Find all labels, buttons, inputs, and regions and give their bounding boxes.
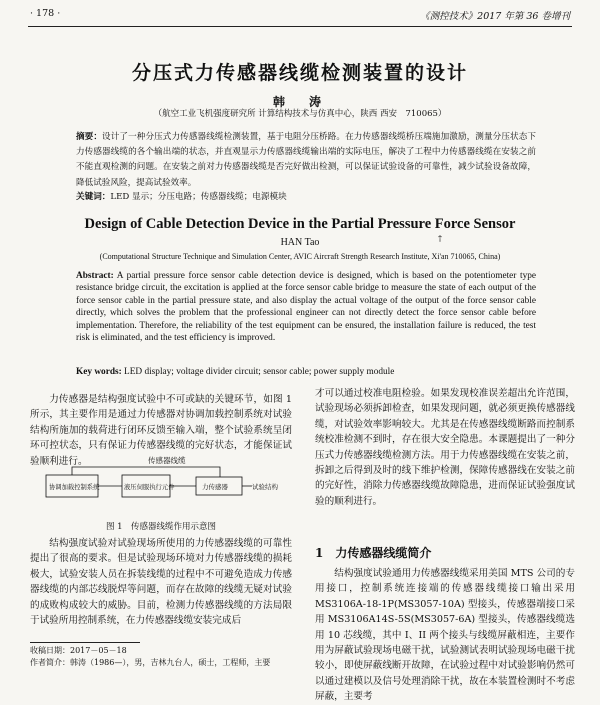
footnote-rule bbox=[30, 642, 140, 643]
abstract-label-cn: 摘要： bbox=[76, 132, 103, 142]
abstract-label-en: Abstract: bbox=[76, 271, 114, 281]
dagger-mark: † bbox=[438, 234, 442, 243]
feedback-line bbox=[72, 467, 220, 477]
author-cn: 韩 涛 bbox=[272, 95, 327, 109]
keywords-text-en: LED display; voltage divider circuit; sensor cable; power supply module bbox=[124, 367, 395, 377]
box-force-sensor-label: 力传感器 bbox=[202, 483, 228, 491]
abstract-text-cn: 设计了一种分压式力传感器线缆检测装置，基于电阻分压桥路。在力传感器线缆桥压端施加激励，测量分压状态下力传感器线缆的各个输出端的状态，并直观显示力传感器线缆输出端的实际电压，解决了工程中力传感器线缆在安装之前不能直观检测的问题。在安装之前对力传感器线缆是否完好做出检测，可以保证试验设备的可靠性，减少试验设备故障，降低试验风险，提高试验效率。 bbox=[76, 132, 536, 188]
affiliation-cn: （航空工业飞机强度研究所 计算结构技术与仿真中心，陕西 西安 710065） bbox=[153, 109, 447, 119]
abstract-cn bbox=[76, 130, 536, 191]
section-number: 1 bbox=[315, 546, 324, 560]
paper-title-cn: 分压式力传感器线缆检测装置的设计 bbox=[131, 62, 468, 84]
abstract-text-en: A partial pressure force sensor cable detection device is designed, which is based on the potentiometer type resistance bridge circuit, the excitation is applied at the force sensor cable bridge to measure the state of each output of the force sensor cable in the partial pressure state, and also display the actual voltage of the output of the force sensor cable directly, which solves the problem that the professional engineer can not directly detect the force sensor cable before implementation. Therefore, the reliability of the test equipment can be ensured, the installation failure is reduced, the test risk is eliminated, and the test efficiency is improved. bbox=[76, 271, 537, 344]
header-rule bbox=[28, 26, 572, 27]
figure-label-cable: 传感器线缆 bbox=[148, 456, 186, 465]
figure-1-caption: 图 1 传感器线缆作用示意图 bbox=[105, 522, 217, 532]
box-control-system-label: 协调加载控制系统 bbox=[49, 484, 100, 491]
body-paragraph-4: 结构强度试验通用力传感器线缆采用美国 MTS 公司的专用接口，控制系统连接端的传感器线缆接口输出采用 MS3106A-18-1P(MS3057-10A) 型接头，传感器端接口采用 MS3106A14S-5S(MS3057-6A) 型接头，传感器线缆选用 10 芯线缆，其中 I、II 两个接头与线缆屏蔽相连，主要作用为屏蔽试验现场电磁干扰，试验测试表明试验现场电磁干扰较小，即使屏蔽线断开故障，在试验过程中对试验影响仍然可以通过建模以及信号处理消除干扰，故在本装置检测时不考虑屏蔽，主要考 bbox=[315, 568, 575, 703]
keywords-text-cn: LED 显示；分压电路；传感器线缆；电源模块 bbox=[110, 192, 287, 202]
body-paragraph-3: 才可以通过校准电阻检验。如果发现校准误差超出允许范围，试验现场必须拆卸检查，如果发现问题，就必须更换传感器线缆，对试验效率影响较大。尤其是在传感器线缆断路而控制系统校准检测不到时，存在很大安全隐患。本课题提出了一种分压式力传感器线缆检测方法。用于力传感器线缆在安装之前，拆卸之后得到及时的线下维护检测，保障传感器线在安装之前的完好性，消除力传感器线缆故障隐患，进而保证试验强度试验的顺利进行。 bbox=[315, 388, 575, 507]
affiliation-en: (Computational Structure Technique and Simulation Center, AVIC Aircraft Strength Research Institute, Xi'an 710065, China) bbox=[99, 252, 501, 261]
keywords-label-en: Key words: bbox=[76, 367, 122, 377]
section-heading-1 bbox=[315, 544, 431, 561]
footnote-received: 收稿日期：2017－05－18 bbox=[30, 646, 127, 655]
paper-title-en: Design of Cable Detection Device in the Partial Pressure Force Sensor bbox=[84, 216, 516, 232]
box-test-structure-label: 试验结构 bbox=[252, 483, 278, 491]
abstract-en bbox=[76, 270, 536, 344]
section-title: 力传感器线缆简介 bbox=[335, 546, 432, 560]
keywords-cn bbox=[76, 190, 536, 202]
journal-name: 《测控技术》2017 年第 36 卷增刊 bbox=[420, 11, 570, 22]
box-hydraulic-label: 液压伺服执行元件 bbox=[124, 484, 175, 491]
keywords-en bbox=[76, 367, 536, 377]
keywords-label-cn: 关键词： bbox=[76, 192, 111, 202]
body-paragraph-2: 结构强度试验对试验现场所使用的力传感器线缆的可靠性提出了很高的要求。但是试验现场环境对力传感器线缆的损耗极大，试验安装人员在拆装线缆的过程中不可避免造成力传感器线缆的内部芯线脱焊等问题，而存在故障的线缆无疑对试验的成败构成较大的威胁。目前，检测力传感器线缆的方法局限于试验所用控制系统，在力传感器线缆安装完成后 bbox=[30, 538, 292, 627]
body-paragraph-1: 力传感器是结构强度试验中不可或缺的关键环节，如图 1 所示，其主要作用是通过力传感器对协调加载控制系统对试验结构所施加的载荷进行闭环反馈至输入端，整个试验系统呈闭环可控状态，只有保证力传感器线缆的完好状态，才能保证试验顺利进行。 bbox=[30, 394, 292, 467]
running-header bbox=[30, 8, 570, 22]
footnote-author: 作者简介：韩涛（1986—），男，吉林九台人，硕士，工程师，主要 bbox=[30, 658, 271, 667]
author-en: HAN Tao bbox=[280, 237, 320, 248]
page-number: · 178 · bbox=[30, 8, 61, 19]
